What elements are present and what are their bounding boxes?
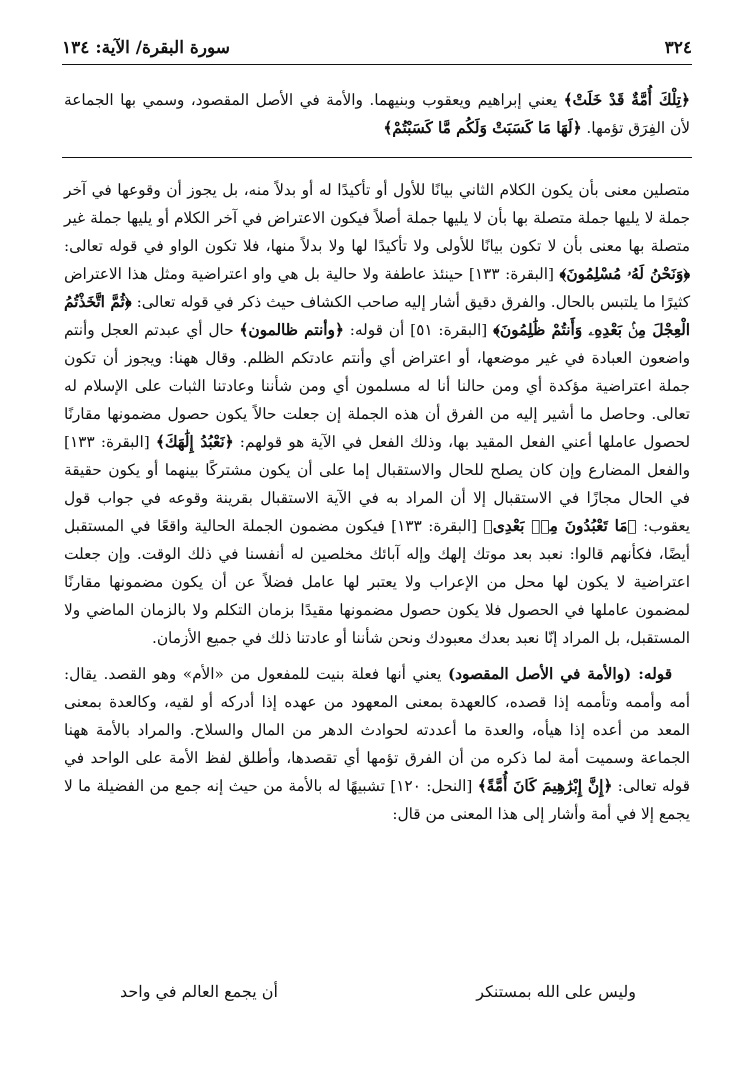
quran-verse: ﴿وأنتم ظالمون﴾ (239, 321, 344, 339)
sharh-text: حال أي عبدتم العجل وأنتم واضعون العبادة في غير موضعها، أو اعتراض أي وأنتم عادتكم الظلم. وقال ههنا: ويجوز أن تكون جملة اعتراضية مؤكدة أي ومن حالنا أنا له مسلمون أي ومن شأننا وعادتنا الثبات على الإسلام له تعالى. وحاصل ما أشير إليه من الفرق أن هذه الجملة إن جعلت حالاً يكون حصول مضمونها مقارنًا لحصول عاملها أعني الفعل المقيد بها، وذلك الفعل في الآية هو قولهم: (64, 321, 690, 451)
quran-verse: ﴿وَنَحْنُ لَهُۥ مُسْلِمُونَ﴾ (559, 265, 690, 283)
quran-verse: ﴿نَعْبُدُ إِلَٰهَكَ﴾ (155, 433, 234, 451)
poem-hemistich-2: أن يجمع العالم في واحد (120, 982, 278, 1001)
poem-hemistich-1: وليس على الله بمستنكر (476, 982, 636, 1001)
sharh-text: [البقرة: ١٣٣] حينئذ عاطفة ولا حالية بل هي واو اعتراضية ومثل هذا الاعتراض كثيرًا ما يلتبس بالحال. والفرق دقيق أشار إليه صاحب الكشاف حيث ذكر في قوله تعالى: (64, 265, 690, 311)
quran-verse: ﴿إِنَّ إِبْرَٰهِيمَ كَانَ أُمَّةً﴾ (477, 777, 613, 795)
header-rule (62, 64, 692, 65)
section-divider (62, 157, 692, 158)
sharh-text: [البقرة: ١٣٣] والفعل المضارع وإن كان يصلح للحال والاستقبال إما على أن يكون مشتركًا بينهما أو يكون حقيقة في الحال مجازًا في الاستقبال إلا أن المراد به في الآية الاستقبال بقرينة وقوعه في جواب قول يعقوب: (64, 433, 690, 535)
sharh-text: متصلين معنى بأن يكون الكلام الثاني بيانًا للأول أو تأكيدًا له أو بدلاً منه، بل يجوز أن وقوعها في آخر جملة لا يليها جملة متصلة بها بأن لا يليها جملة أصلاً فيكون الاعتراض في آخر الكلام أو يليها جملة غير متصلة بها معنى بأن لا تكون بيانًا للأولى ولا تأكيدًا لها ولا بدلاً منها، فلا تكون الواو في قوله تعالى: (64, 181, 690, 255)
quran-verse: ﴿لَهَا مَا كَسَبَتْ وَلَكُم مَّا كَسَبْتُمْ﴾ (383, 119, 582, 137)
sharh-block (64, 176, 690, 828)
matn-paragraph (64, 86, 690, 142)
poem-verse (120, 982, 636, 1012)
matn-block (64, 86, 690, 142)
quran-verse: ﴿مَا تَعْبُدُونَ مِنۢ بَعْدِى﴾ (483, 517, 637, 535)
quran-verse: ﴿ثُمَّ اتَّخَذْتُمُ الْعِجْلَ مِنۢ بَعْدِهِۦ وَأَنتُمْ ظَٰلِمُونَ﴾ (64, 293, 690, 339)
commentary-label: قوله: (والأمة في الأصل المقصود) (447, 665, 673, 683)
sharh-text: [البقرة: ١٣٣] فيكون مضمون الجملة الحالية واقعًا في المستقبل أيضًا، فكأنهم قالوا: نعبد بعد موتك إلهك وإله آبائك مخلصين له أنفسنا في ذلك الوقت. وإن جعلت اعتراضية لا يكون لها محل من الإعراب ولا يعتبر لها عامل فضلاً عن أن يكون مضمونها مقارنًا لمضمون عاملها في الحصول فلا يكون حصول مضمونها مقيدًا بزمان التكلم ولا بالزمان الماضي ولا المستقبل، بل المراد إنّا نعبد بعدك معبودك ونحن شأننا أو عادتنا ذلك في جميع الأزمان. (64, 517, 690, 647)
page-number: ٣٢٤ (664, 38, 692, 58)
sharh-text: يعني أنها فعلة بنيت للمفعول من «الأم» وهو القصد. يقال: أمه وأممه وتأممه إذا قصده، كالعهدة بمعنى المعهود من عهده إذا أدركه أو لقيه، وكالعدة بمعنى المعد من أعده إذا هيأه، والعدة ما أعددته لحوادث الدهر من المال والسلاح. والمراد بالأمة ههنا الجماعة وسميت أمة لما ذكره من أن الفرق تؤمها أي تقصدها، وأطلق لفظ الأمة على الواحد في قوله تعالى: (64, 665, 690, 795)
quran-verse: ﴿تِلْكَ أُمَّةٌ قَدْ خَلَتْ﴾ (563, 91, 690, 109)
sharh-text: [النحل: ١٢٠] تشبيهًا له بالأمة من حيث إنه جمع من الفضيلة ما لا يجمع إلا في أمة وأشار إلى هذا المعنى من قال: (64, 777, 690, 823)
sharh-text: [البقرة: ٥١] أن قوله: (343, 321, 494, 339)
surah-title: سورة البقرة/ الآية: ١٣٤ (62, 38, 230, 58)
sharh-paragraph-2 (64, 660, 690, 828)
matn-text: يعني إبراهيم ويعقوب وبنيهما. والأمة في الأصل المقصود، وسمي بها الجماعة لأن الفِرَق تؤمها. (64, 91, 690, 137)
sharh-paragraph-1 (64, 176, 690, 652)
page-header (62, 34, 692, 62)
